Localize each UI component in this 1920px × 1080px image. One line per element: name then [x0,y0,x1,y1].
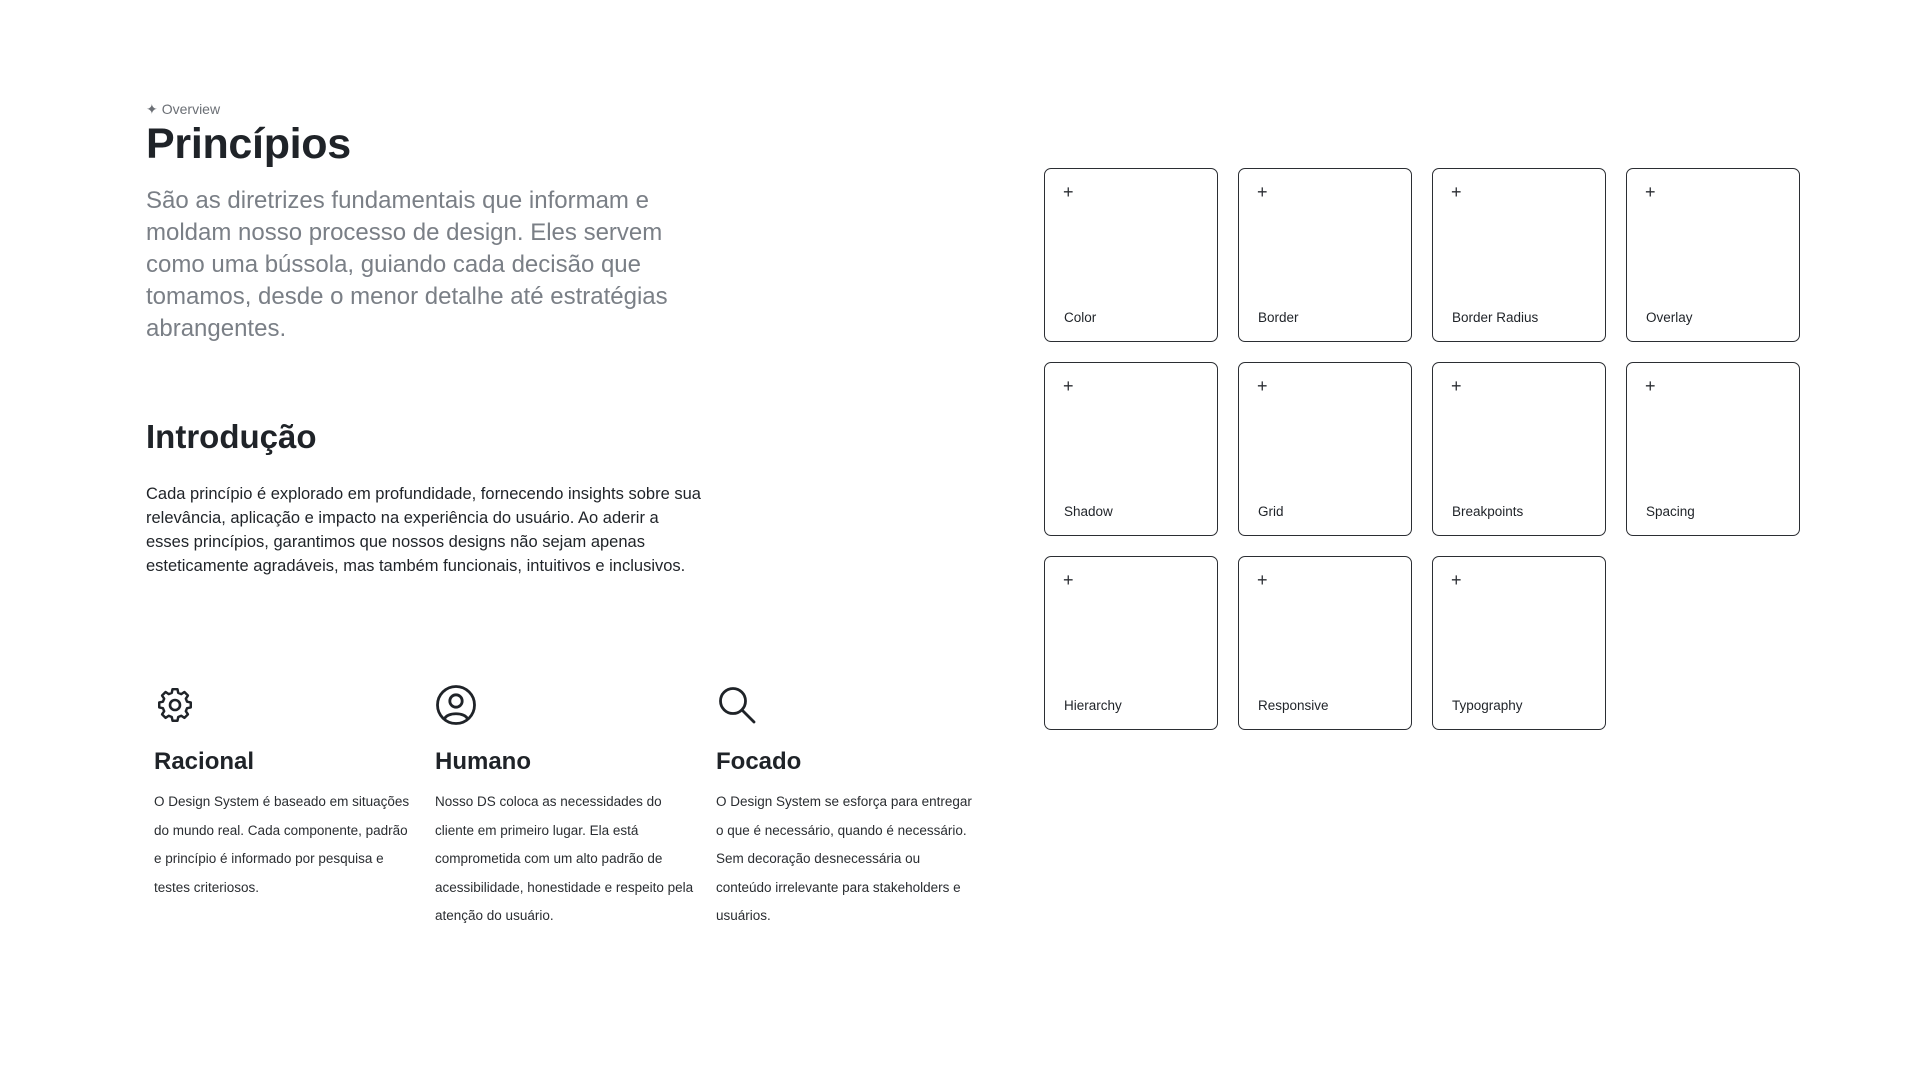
card-label: Border [1258,310,1299,325]
sparkle-icon: ✦ [146,100,158,117]
user-circle-icon [435,684,477,726]
plus-icon: + [1645,182,1656,202]
card-label: Responsive [1258,698,1329,713]
plus-icon: + [1645,376,1656,396]
card-border[interactable] [1238,168,1412,342]
plus-icon: + [1063,570,1074,590]
foundations-grid [1044,168,1800,730]
card-label: Typography [1452,698,1523,713]
card-breakpoints[interactable] [1432,362,1606,536]
principle-title: Humano [435,748,531,775]
principle-humano [435,684,716,931]
plus-icon: + [1257,376,1268,396]
card-color[interactable] [1044,168,1218,342]
header-section [146,100,996,345]
principle-text: O Design System é baseado em situações do mundo real. Cada componente, padrão e princípio é informado por pesquisa e testes criteriosos. [154,794,410,895]
card-spacing[interactable] [1626,362,1800,536]
card-label: Spacing [1646,504,1695,519]
card-label: Shadow [1064,504,1113,519]
plus-icon: + [1257,182,1268,202]
card-typography[interactable] [1432,556,1606,730]
principle-title: Focado [716,748,802,775]
card-label: Border Radius [1452,310,1539,325]
card-grid[interactable] [1238,362,1412,536]
plus-icon: + [1063,376,1074,396]
intro-title: Introdução [146,418,317,455]
card-label: Overlay [1646,310,1693,325]
intro-text: Cada princípio é explorado em profundidade, fornecendo insights sobre sua relevância, aplicação e impacto na experiência do usuário. Ao aderir a esses princípios, garantimos que nossos designs não sejam apenas esteticamente agradáveis, mas também funcionais, intuitivos e inclusivos. [146,485,701,575]
principle-title: Racional [154,748,255,775]
principle-racional [154,684,435,931]
plus-icon: + [1063,182,1074,202]
card-border-radius[interactable] [1432,168,1606,342]
principle-text: Nosso DS coloca as necessidades do cliente em primeiro lugar. Ela está comprometida com um alto padrão de acessibilidade, honestidade e respeito pela atenção do usuário. [435,794,694,923]
principle-focado [716,684,997,931]
principle-text: O Design System se esforça para entregar o que é necessário, quando é necessário. Sem decoração desnecessária ou conteúdo irrelevante para stakeholders e usuários. [716,794,972,923]
plus-icon: + [1451,182,1462,202]
card-label: Grid [1258,504,1284,519]
principles-list [154,684,997,931]
gear-icon [154,684,196,726]
card-label: Color [1064,310,1097,325]
page-lead: São as diretrizes fundamentais que informam e moldam nosso processo de design. Eles servem como uma bússola, guiando cada decisão que tomamos, desde o menor detalhe até estratégias abrangentes. [146,187,668,343]
card-hierarchy[interactable] [1044,556,1218,730]
card-label: Breakpoints [1452,504,1524,519]
plus-icon: + [1451,376,1462,396]
card-overlay[interactable] [1626,168,1800,342]
eyebrow [146,100,996,118]
card-responsive[interactable] [1238,556,1412,730]
card-label: Hierarchy [1064,698,1122,713]
search-icon [716,684,758,726]
plus-icon: + [1257,570,1268,590]
plus-icon: + [1451,570,1462,590]
page-title: Princípios [146,120,351,168]
eyebrow-label: Overview [161,101,221,117]
card-shadow[interactable] [1044,362,1218,536]
